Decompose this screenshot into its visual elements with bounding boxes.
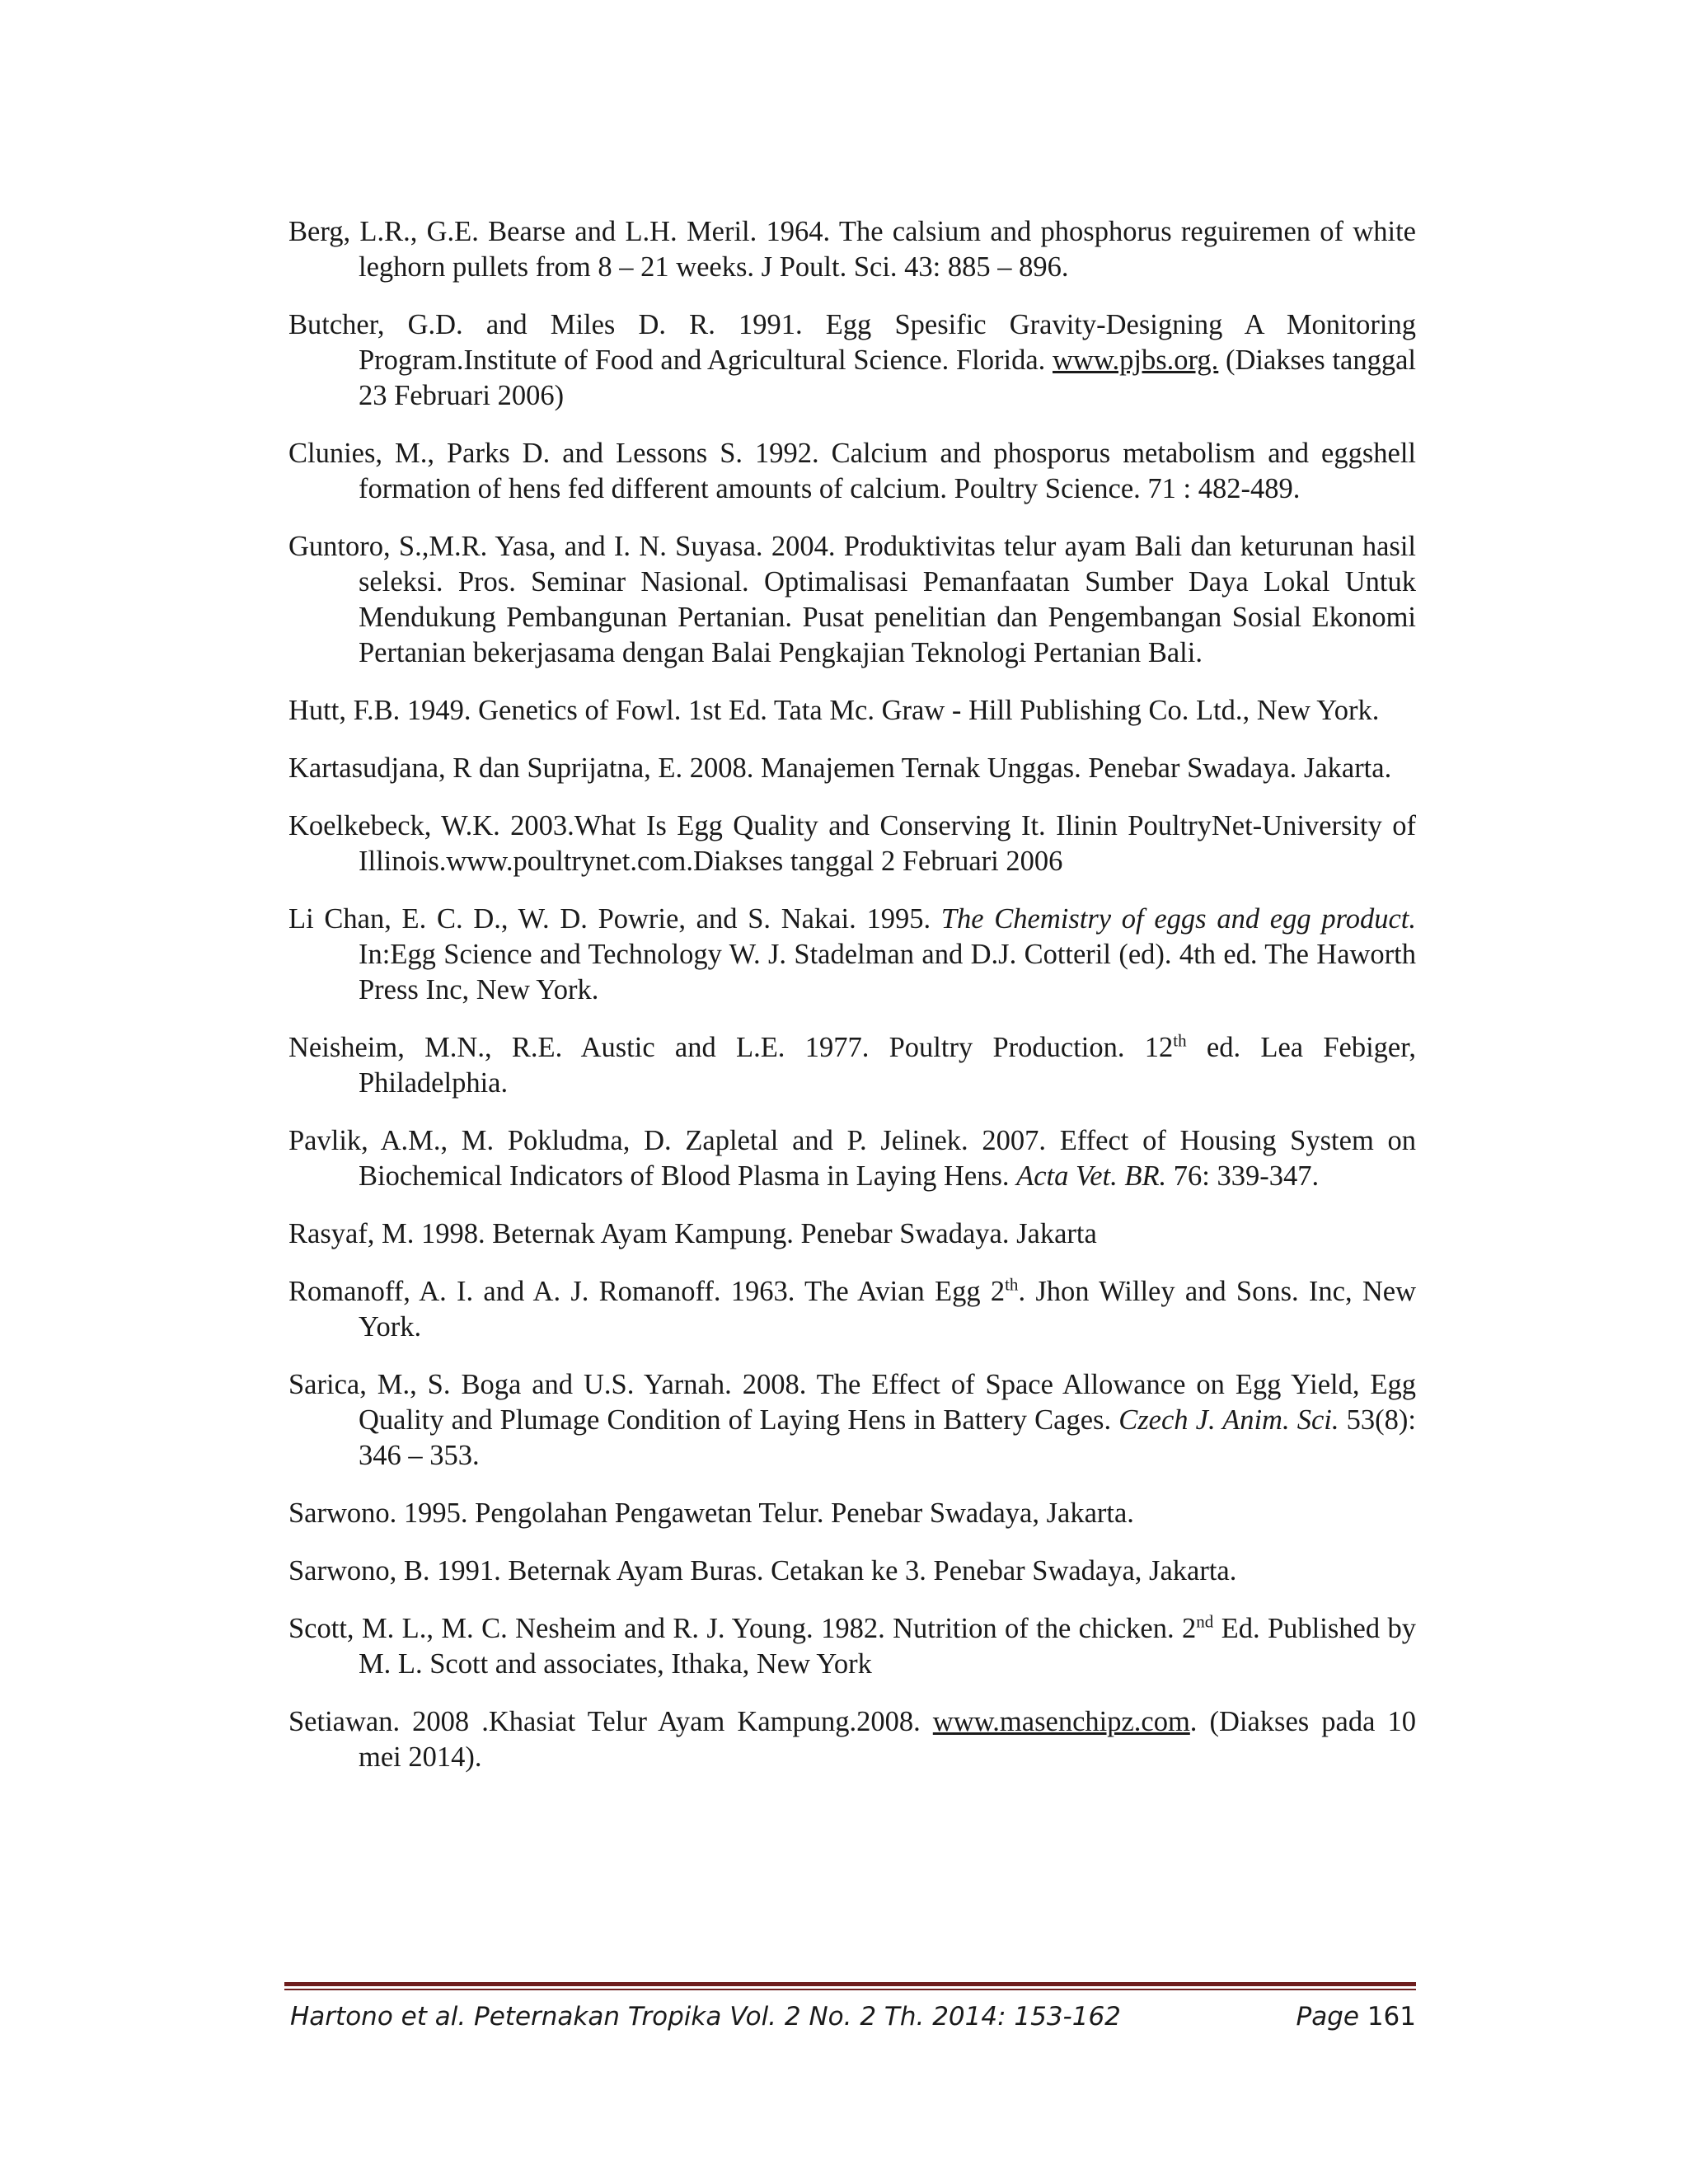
reference-text: Ed. Published by M. L. Scott and associates, Ithaka, New York — [359, 1613, 1416, 1680]
reference-link[interactable]: www.masenchipz.com — [932, 1706, 1190, 1737]
page-number: 161 — [1367, 2002, 1416, 2032]
reference-entry — [288, 751, 1416, 786]
reference-italic-text: Acta Vet. BR. — [1016, 1160, 1167, 1192]
reference-text: Romanoff, A. I. and A. J. Romanoff. 1963. The Avian Egg 2 — [288, 1276, 1006, 1307]
reference-entry — [288, 214, 1416, 285]
reference-entry — [288, 436, 1416, 507]
reference-entry — [288, 1216, 1416, 1252]
reference-text: Sarwono, B. 1991. Beternak Ayam Buras. Cetakan ke 3. Penebar Swadaya, Jakarta. — [288, 1555, 1237, 1586]
reference-text: ed. Lea Febiger, Philadelphia. — [359, 1032, 1416, 1099]
reference-text: In:Egg Science and Technology W. J. Stadelman and D.J. Cotteril (ed). 4th ed. The Haworth Press Inc, New York. — [359, 939, 1416, 1005]
footer-citation: Hartono et al. Peternakan Tropika Vol. 2 No. 2 Th. 2014: 153-162 — [290, 2002, 1121, 2032]
reference-text: Setiawan. 2008 .Khasiat Telur Ayam Kampung.2008. — [288, 1706, 933, 1737]
reference-entry — [288, 529, 1416, 671]
reference-entry — [288, 307, 1416, 414]
reference-link[interactable]: www.pjbs.org. — [1053, 344, 1219, 376]
reference-text: . (Diakses pada 10 mei 2014). — [359, 1706, 1416, 1773]
reference-text: Butcher, G.D. and Miles D. R. 1991. Egg Spesific Gravity-Designing A Monitoring Program.Institute of Food and Agricultural Science. Florida. — [288, 309, 1416, 376]
reference-text: Neisheim, M.N., R.E. Austic and L.E. 1977. Poultry Production. 12 — [288, 1032, 1174, 1063]
reference-text: Koelkebeck, W.K. 2003.What Is Egg Quality and Conserving It. Ilinin PoultryNet-University of Illinois.www.poultrynet.com.Diakses tanggal 2 Februari 2006 — [288, 810, 1416, 877]
reference-text: Sarwono. 1995. Pengolahan Pengawetan Telur. Penebar Swadaya, Jakarta. — [288, 1497, 1134, 1529]
reference-text: 53(8): 346 – 353. — [359, 1404, 1416, 1471]
reference-text: Guntoro, S.,M.R. Yasa, and I. N. Suyasa. 2004. Produktivitas telur ayam Bali dan keturunan hasil seleksi. Pros. Seminar Nasional. Optimalisasi Pemanfaatan Sumber Daya Lokal Untuk Mendukung Pembangunan Pertanian. Pusat penelitian dan Pengembangan Sosial Ekonomi Pertanian bekerjasama dengan Balai Pengkajian Teknologi Pertanian Bali. — [288, 531, 1416, 668]
footer-rule-thin — [284, 1989, 1416, 1990]
footer-rule-thick — [284, 1982, 1416, 1986]
reference-entry — [288, 1554, 1416, 1589]
reference-superscript: th — [1173, 1030, 1187, 1051]
reference-entry — [288, 1611, 1416, 1682]
reference-text: Hutt, F.B. 1949. Genetics of Fowl. 1st Ed. Tata Mc. Graw - Hill Publishing Co. Ltd., New York. — [288, 695, 1380, 726]
reference-list — [288, 214, 1416, 1797]
reference-entry — [288, 1030, 1416, 1101]
reference-entry — [288, 1274, 1416, 1345]
reference-text: Scott, M. L., M. C. Nesheim and R. J. Young. 1982. Nutrition of the chicken. 2 — [288, 1613, 1197, 1644]
reference-superscript: nd — [1196, 1611, 1214, 1632]
reference-italic-text: The Chemistry of eggs and egg product. — [940, 903, 1416, 935]
page-label: Page — [1296, 2002, 1359, 2032]
reference-text: Sarica, M., S. Boga and U.S. Yarnah. 2008. The Effect of Space Allowance on Egg Yield, Egg Quality and Plumage Condition of Laying Hens in Battery Cages. — [288, 1369, 1416, 1436]
page-footer — [290, 1996, 1416, 2037]
reference-entry — [288, 693, 1416, 729]
reference-text: Kartasudjana, R dan Suprijatna, E. 2008. Manajemen Ternak Unggas. Penebar Swadaya. Jakarta. — [288, 752, 1392, 784]
reference-superscript: th — [1005, 1274, 1019, 1295]
reference-entry — [288, 902, 1416, 1008]
reference-entry — [288, 1367, 1416, 1474]
reference-text: Berg, L.R., G.E. Bearse and L.H. Meril. 1964. The calsium and phosphorus reguiremen of white leghorn pullets from 8 – 21 weeks. J Poult. Sci. 43: 885 – 896. — [288, 216, 1416, 283]
page-number-block — [1296, 1996, 1416, 2037]
reference-text: (Diakses tanggal 23 Februari 2006) — [359, 344, 1416, 411]
reference-text: . Jhon Willey and Sons. Inc, New York. — [359, 1276, 1416, 1343]
reference-text: Pavlik, A.M., M. Pokludma, D. Zapletal and P. Jelinek. 2007. Effect of Housing System on Biochemical Indicators of Blood Plasma in Laying Hens. — [288, 1125, 1416, 1192]
reference-entry — [288, 1496, 1416, 1531]
reference-text: Li Chan, E. C. D., W. D. Powrie, and S. Nakai. 1995. — [288, 903, 941, 935]
reference-entry — [288, 808, 1416, 879]
reference-text: Rasyaf, M. 1998. Beternak Ayam Kampung. Penebar Swadaya. Jakarta — [288, 1218, 1097, 1249]
reference-text: Clunies, M., Parks D. and Lessons S. 1992. Calcium and phosporus metabolism and eggshell formation of hens fed different amounts of calcium. Poultry Science. 71 : 482-489. — [288, 438, 1416, 504]
reference-text: 76: 339-347. — [1166, 1160, 1320, 1192]
reference-entry — [288, 1704, 1416, 1775]
reference-entry — [288, 1123, 1416, 1194]
reference-italic-text: Czech J. Anim. Sci. — [1118, 1404, 1339, 1436]
